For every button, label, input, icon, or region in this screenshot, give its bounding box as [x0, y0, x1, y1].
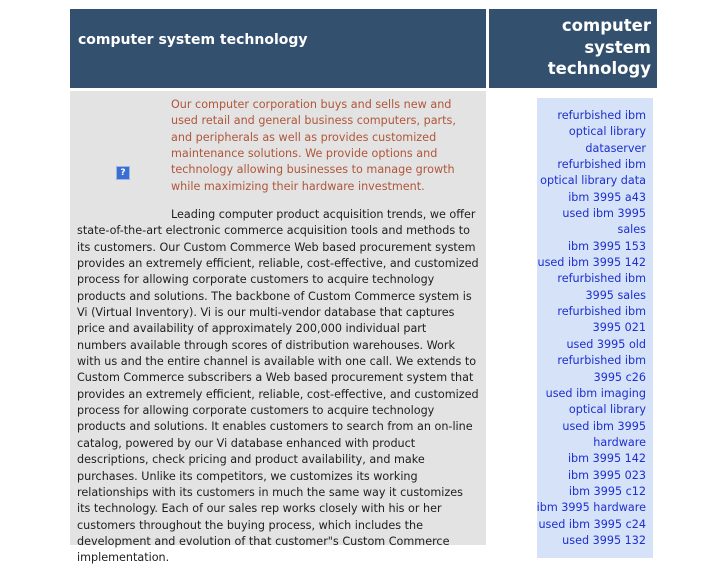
- sidebar-link-item[interactable]: [534, 353, 646, 386]
- sidebar-link[interactable]: used ibm imaging optical library: [545, 386, 646, 417]
- sidebar-link[interactable]: used ibm 3995 sales: [562, 207, 646, 237]
- sidebar-link-item[interactable]: [534, 206, 646, 239]
- intro-text: Our computer corporation buys and sells new and used retail and general business computers, parts, and peripherals as well as provides customized maintenance solutions. We provide options and technology allowing businesses to manage growth while maximizing their hardware investment.: [171, 98, 456, 193]
- sidebar-link[interactable]: refurbished ibm optical library dataserver: [557, 109, 646, 155]
- sidebar-link[interactable]: used 3995 old: [566, 337, 646, 351]
- header-left-title: computer system technology: [78, 32, 308, 48]
- sidebar-link-list: [534, 108, 646, 549]
- sidebar-link-item[interactable]: [534, 255, 646, 271]
- sidebar-link[interactable]: ibm 3995 142: [567, 452, 646, 466]
- sidebar-link-item[interactable]: [534, 239, 646, 255]
- main-content: [70, 91, 486, 565]
- sidebar-link[interactable]: used ibm 3995 142: [537, 256, 646, 270]
- sidebar-link-item[interactable]: [534, 304, 646, 337]
- sidebar-link-item[interactable]: [534, 190, 646, 206]
- sidebar-link[interactable]: ibm 3995 hardware: [536, 501, 646, 515]
- broken-image-icon: ?: [116, 166, 130, 180]
- sidebar-link[interactable]: used 3995 132: [562, 533, 646, 547]
- sidebar-link-item[interactable]: [534, 517, 646, 533]
- sidebar-link-item[interactable]: [534, 108, 646, 157]
- body-text: Leading computer product acquisition trends, we offer state-of-the-art electronic commerce acquisition tools and methods to its customers. Our Custom Commerce Web based procurement system provides an extremely efficient, reliable, cost-effective, and customized process for allowing corporate customers to acquire technology products and solutions. The backbone of Custom Commerce system is Vi (Virtual Inventory). Vi is our multi-vendor database that captures price and availability of approximately 200,000 individual part numbers available through scores of distribution warehouses. Work with us and the entire channel is available with one call. We extends to Custom Commerce subscribers a Web based procurement system that provides an extremely efficient, reliable, cost-effective, and customized process for allowing corporate customers to acquire technology products and solutions. It enables customers to search from an on-line catalog, powered by our Vi database enhanced with product descriptions, check pricing and product availability, and make purchases. Unlike its competitors, we customizes its working relationships with its customers in much the same way it customizes its technology. Each of our sales rep works closely with his or her customers throughout the buying process, which includes the development and evolution of that customer"s Custom Commerce implementation.: [77, 208, 479, 565]
- sidebar: [489, 91, 657, 545]
- header-right-title: computer system technology: [547, 16, 651, 78]
- header-left: [70, 9, 486, 88]
- sidebar-link[interactable]: refurbished ibm optical library data: [540, 158, 646, 188]
- sidebar-link-item[interactable]: [534, 533, 646, 549]
- sidebar-link[interactable]: ibm 3995 a43: [568, 190, 646, 204]
- sidebar-link[interactable]: refurbished ibm 3995 021: [557, 305, 646, 335]
- sidebar-panel: [537, 98, 653, 558]
- sidebar-link-item[interactable]: [534, 337, 646, 353]
- sidebar-link[interactable]: refurbished ibm 3995 c26: [557, 354, 646, 384]
- sidebar-link[interactable]: ibm 3995 153: [567, 239, 646, 253]
- sidebar-link[interactable]: used ibm 3995 hardware: [562, 419, 646, 449]
- sidebar-link-item[interactable]: [534, 451, 646, 467]
- sidebar-link[interactable]: ibm 3995 c12: [568, 484, 646, 498]
- page: [70, 9, 657, 565]
- sidebar-link[interactable]: used ibm 3995 c24: [538, 517, 646, 531]
- sidebar-link-item[interactable]: [534, 271, 646, 304]
- sidebar-link-item[interactable]: [534, 500, 646, 516]
- sidebar-link-item[interactable]: [534, 468, 646, 484]
- sidebar-link[interactable]: refurbished ibm 3995 sales: [557, 272, 646, 302]
- sidebar-link-item[interactable]: [534, 419, 646, 452]
- sidebar-link[interactable]: ibm 3995 023: [567, 468, 646, 482]
- sidebar-link-item[interactable]: [534, 386, 646, 419]
- sidebar-link-item[interactable]: [534, 157, 646, 190]
- sidebar-link-item[interactable]: [534, 484, 646, 500]
- header-right: [489, 9, 657, 88]
